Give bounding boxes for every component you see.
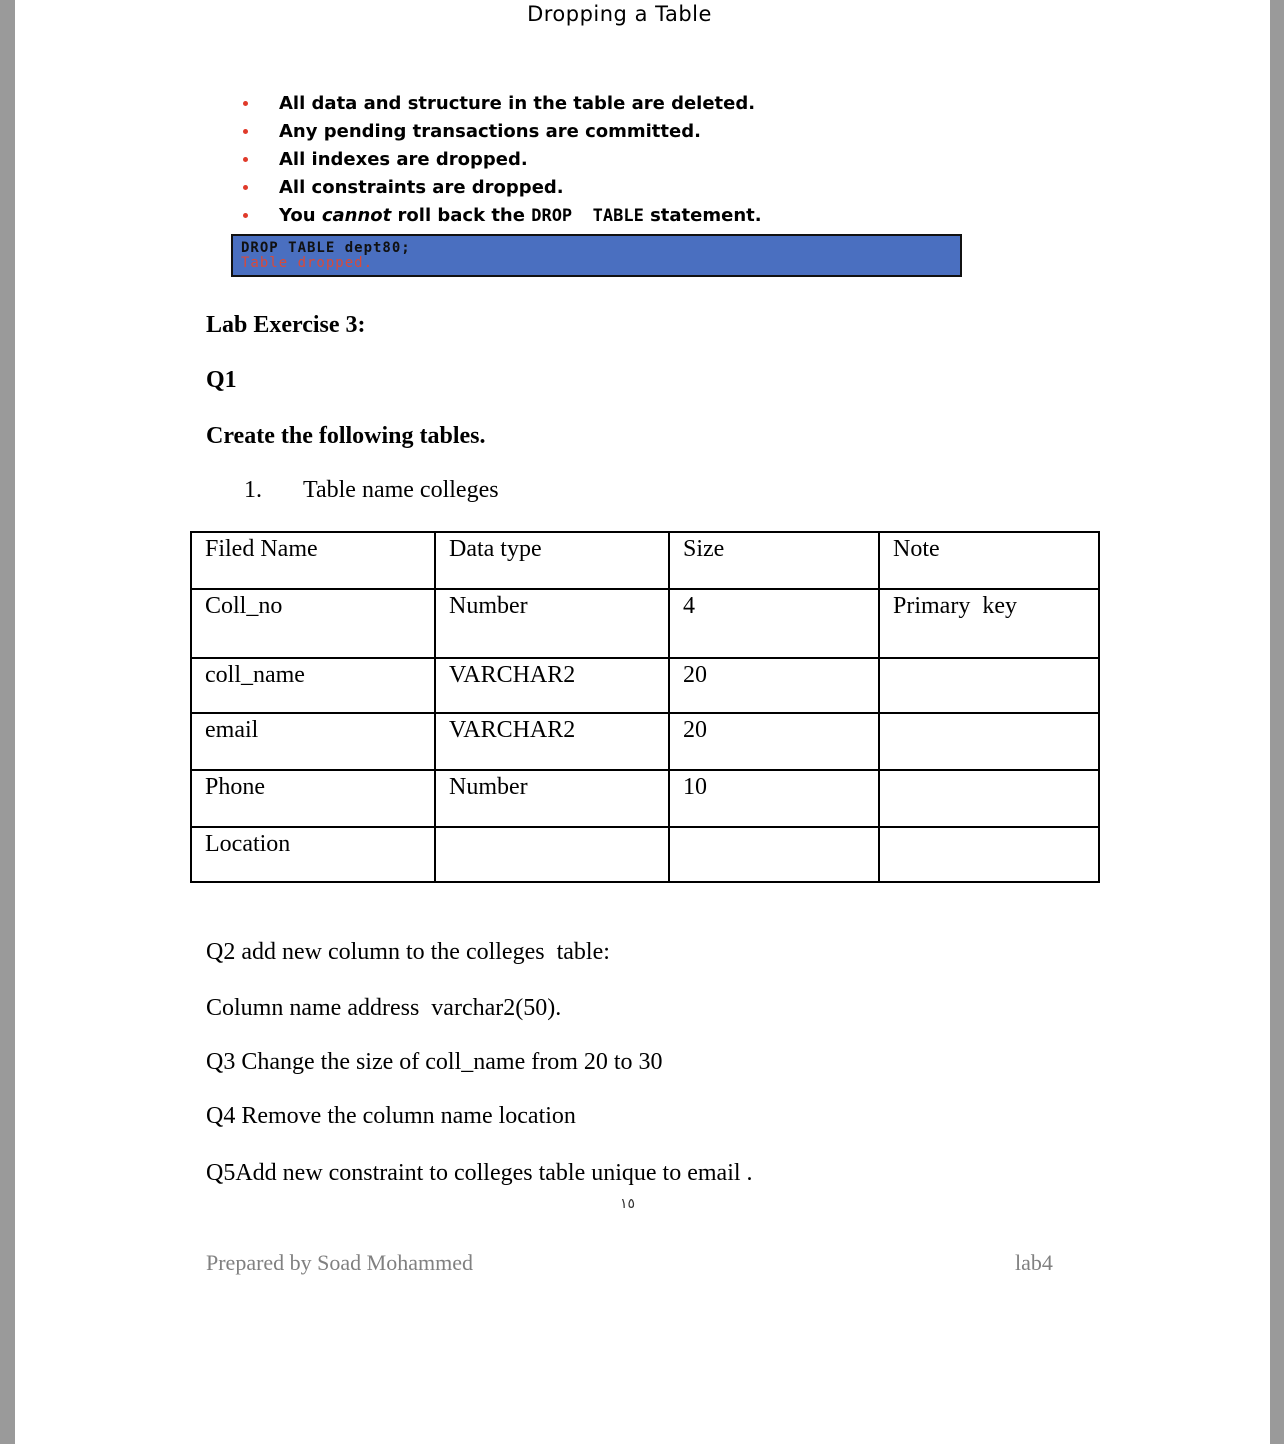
table-cell: VARCHAR2: [435, 713, 669, 770]
table-cell: Number: [435, 589, 669, 658]
bullet-item: [240, 118, 762, 146]
table-header-cell: Data type: [435, 532, 669, 589]
bullet-dot-icon: [243, 185, 248, 190]
bullet-item: [240, 146, 762, 174]
lab-title: Lab Exercise 3:: [206, 312, 366, 338]
table-cell: Location: [191, 827, 435, 882]
bullet-text: All constraints are dropped.: [279, 177, 564, 198]
bullet-dot-icon: [243, 213, 248, 218]
table-cell: Number: [435, 770, 669, 827]
table-cell: [879, 827, 1099, 882]
table-row: [191, 713, 1099, 770]
q1-label: Q1: [206, 367, 237, 393]
table-header-cell: Size: [669, 532, 879, 589]
bullet-text-emphasis: cannot: [321, 205, 392, 226]
bullet-item: [240, 90, 762, 118]
bullet-list: [240, 90, 762, 230]
question-q2: Q2 add new column to the colleges table:: [206, 939, 610, 965]
table-cell: 10: [669, 770, 879, 827]
question-q3: Q3 Change the size of coll_name from 20 to 30: [206, 1049, 663, 1075]
colleges-table: [190, 531, 1100, 883]
table-cell: 4: [669, 589, 879, 658]
document-page: [15, 0, 1270, 1444]
slide-title: Dropping a Table: [527, 2, 712, 26]
instruction: Create the following tables.: [206, 423, 486, 449]
table-row: [191, 589, 1099, 658]
bullet-text-pre: You: [279, 205, 322, 226]
item-text: Table name colleges: [303, 477, 499, 503]
table-row: [191, 658, 1099, 713]
numbered-item: [244, 475, 499, 505]
bullet-text: All data and structure in the table are deleted.: [279, 93, 756, 114]
code-example-box: [231, 234, 962, 277]
bullet-text-mid: roll back the: [391, 205, 532, 226]
table-row: [191, 827, 1099, 882]
table-cell: Primary key: [879, 589, 1099, 658]
table-cell: VARCHAR2: [435, 658, 669, 713]
bullet-item: [240, 174, 762, 202]
table-cell: [435, 827, 669, 882]
table-cell: Phone: [191, 770, 435, 827]
table-cell: [879, 658, 1099, 713]
question-q5: Q5Add new constraint to colleges table unique to email .: [206, 1160, 753, 1186]
table-cell: [879, 770, 1099, 827]
table-header-cell: Note: [879, 532, 1099, 589]
bullet-item: [240, 202, 762, 230]
table-cell: 20: [669, 713, 879, 770]
bullet-dot-icon: [243, 157, 248, 162]
footer-lab-label: lab4: [1015, 1250, 1053, 1275]
item-number: 1.: [244, 477, 262, 503]
table-cell: [669, 827, 879, 882]
code-statement: DROP TABLE dept80;: [241, 240, 411, 256]
bullet-text-code: DROP TABLE: [531, 206, 644, 226]
page-number: ١٥: [620, 1196, 636, 1212]
table-cell: [879, 713, 1099, 770]
table-row: [191, 770, 1099, 827]
bullet-text: All indexes are dropped.: [279, 149, 528, 170]
bullet-dot-icon: [243, 101, 248, 106]
code-result: Table dropped.: [241, 255, 374, 271]
table-header-cell: Filed Name: [191, 532, 435, 589]
table-cell: 20: [669, 658, 879, 713]
question-q4: Q4 Remove the column name location: [206, 1103, 576, 1129]
table-cell: coll_name: [191, 658, 435, 713]
footer-author: Prepared by Soad Mohammed: [206, 1250, 473, 1275]
bullet-dot-icon: [243, 129, 248, 134]
bullet-text: Any pending transactions are committed.: [279, 121, 701, 142]
table-cell: Coll_no: [191, 589, 435, 658]
table-header-row: [191, 532, 1099, 589]
bullet-text-post: statement.: [643, 205, 762, 226]
question-q2-detail: Column name address varchar2(50).: [206, 995, 562, 1021]
table-cell: email: [191, 713, 435, 770]
